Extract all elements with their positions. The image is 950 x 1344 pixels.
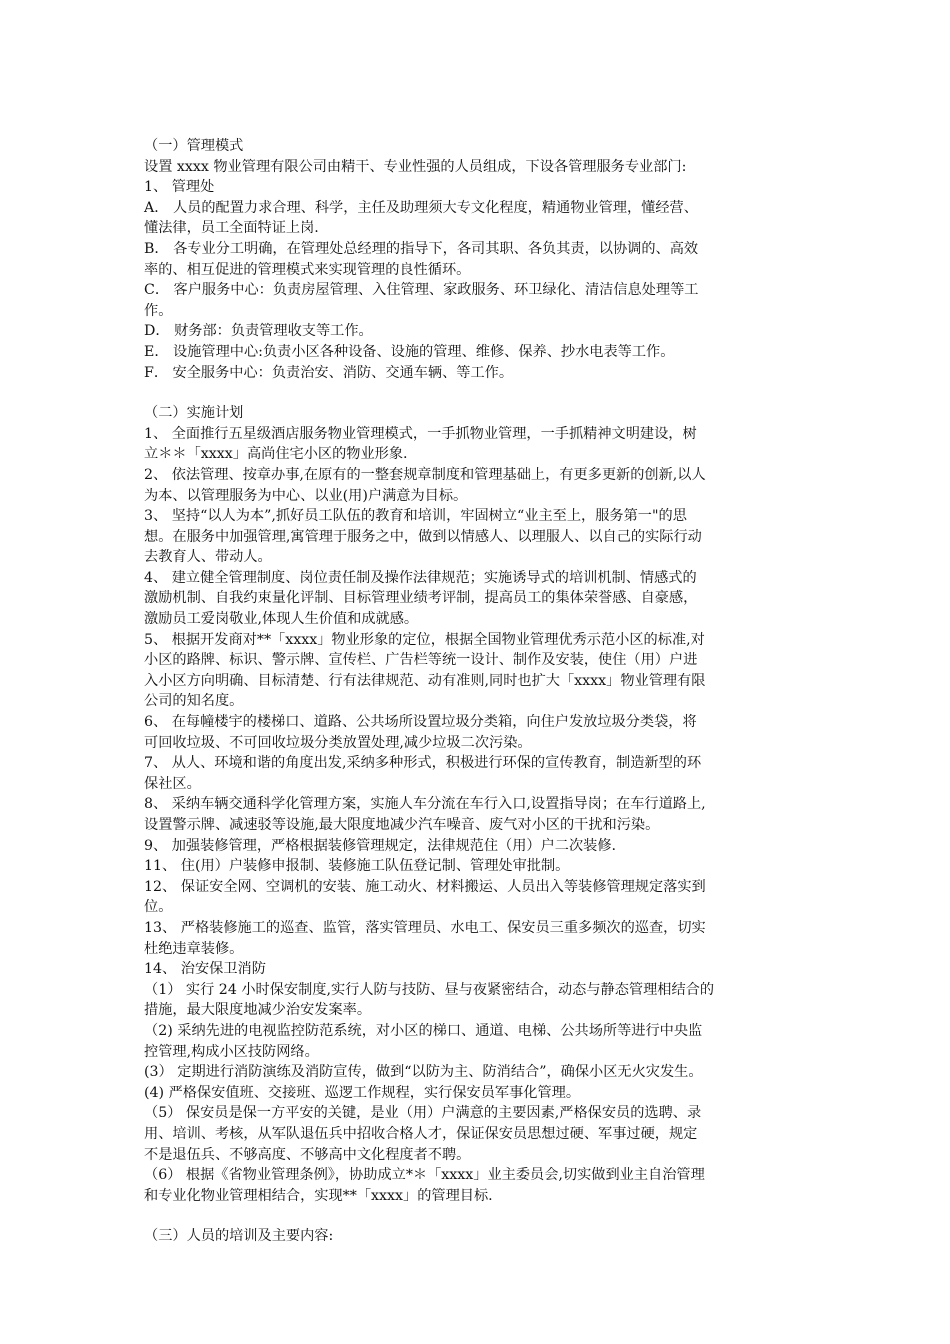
text-line: 不是退伍兵、不够高度、不够高中文化程度者不聘。: [144, 1146, 471, 1163]
text-line: 6、 在每幢楼宇的楼梯口、道路、公共场所设置垃圾分类箱，向住户发放垃圾分类袋，将: [144, 714, 697, 731]
text-line: 1、 管理处: [144, 179, 215, 196]
document-body: [144, 136, 814, 1247]
text-line: 激励机制、自我约束量化评制、目标管理业绩考评制，提高员工的集体荣誉感、自豪感，: [144, 590, 698, 607]
text-line: （三）人员的培训及主要内容:: [144, 1228, 334, 1245]
text-line: 设置警示牌、减速驳等设施,最大限度地减少汽车噪音、废气对小区的干扰和污染。: [144, 817, 660, 833]
text-line: 可回收垃圾、不可回收垃圾分类放置处理,减少垃圾二次污染。: [144, 734, 532, 751]
text-line: 作。: [144, 302, 173, 319]
text-line: 小区的路牌、标识、警示牌、宣传栏、广告栏等统一设计、制作及安装，使住（用）户进: [144, 652, 698, 669]
text-line: (4) 严格保安值班、交接班、巡逻工作规程，实行保安员军事化管理。: [144, 1084, 581, 1101]
text-line: 12、 保证安全网、空调机的安装、施工动火、材料搬运、人员出入等装修管理规定落实到: [144, 878, 706, 895]
text-line: 为本、以管理服务为中心、以业(用)户满意为目标。: [144, 487, 468, 504]
text-line: 措施，最大限度地减少治安发案率。: [144, 1002, 372, 1019]
text-line: 控管理,构成小区技防网络。: [144, 1043, 319, 1060]
text-line: 9、 加强装修管理，严格根据装修管理规定，法律规范住（用）户二次装修.: [144, 837, 617, 854]
text-line: C． 客户服务中心：负责房屋管理、入住管理、家政服务、环卫绿化、清洁信息处理等工: [144, 282, 699, 299]
text-line: （1） 实行 24 小时保安制度,实行人防与技防、昼与夜紧密结合，动态与静态管理相结合的: [144, 981, 715, 998]
text-line: （二）实施计划: [144, 405, 244, 422]
text-line: 7、 从人、环境和谐的角度出发,采纳多种形式，积极进行环保的宣传教育，制造新型的环: [144, 755, 702, 772]
text-line: 立＊＊「xxxx」高尚住宅小区的物业形象.: [144, 446, 408, 463]
text-line: 想。在服务中加强管理,寓管理于服务之中，做到以情感人、以理服人、以自己的实际行动: [144, 528, 702, 545]
text-line: (3） 定期进行消防演练及消防宣传，做到“以防为主、防消结合”，确保小区无火灾发生。: [144, 1064, 703, 1081]
text-line: 5、 根据开发商对**「xxxx」物业形象的定位，根据全国物业管理优秀示范小区的标准,对: [144, 631, 705, 648]
text-line: 去教育人、带动人。: [144, 549, 272, 566]
text-line: B． 各专业分工明确，在管理处总经理的指导下，各司其职、各负其责，以协调的、高效: [144, 240, 699, 257]
text-line: 4、 建立健全管理制度、岗位责任制及操作法律规范；实施诱导式的培训机制、情感式的: [144, 569, 697, 586]
text-line: （6） 根据《省物业管理条例》，协助成立*＊「xxxx」业主委员会,切实做到业主自治管理: [144, 1167, 705, 1184]
text-line: E． 设施管理中心:负责小区各种设备、设施的管理、维修、保养、抄水电表等工作。: [144, 343, 675, 360]
text-line: 3、 坚持“以人为本”,抓好员工队伍的教育和培训，牢固树立“业主至上，服务第一"的思: [144, 508, 687, 525]
text-line: （一）管理模式: [144, 138, 244, 154]
text-line: 11、 住(用）户装修申报制、装修施工队伍登记制、管理处审批制。: [144, 858, 570, 875]
text-line: 8、 采纳车辆交通科学化管理方案，实施人车分流在车行入口,设置指导岗；在车行道路上,: [144, 796, 706, 813]
text-line: D． 财务部：负责管理收支等工作。: [144, 323, 373, 340]
text-line: 用、培训、考核，从军队退伍兵中招收合格人才，保证保安员思想过硬、军事过硬，规定: [144, 1125, 698, 1142]
blank-line: [144, 383, 814, 403]
text-line: 公司的知名度。: [144, 693, 244, 710]
text-line: 和专业化物业管理相结合，实现**「xxxx」的管理目标.: [144, 1187, 493, 1204]
text-line: 设置 xxxx 物业管理有限公司由精干、专业性强的人员组成，下设各管理服务专业部门:: [144, 158, 687, 175]
blank-line: [144, 1206, 814, 1226]
text-line: 13、 严格装修施工的巡查、监管，落实管理员、水电工、保安员三重多频次的巡查，切实: [144, 919, 706, 936]
text-line: 2、 依法管理、按章办事,在原有的一整套规章制度和管理基础上，有更多更新的创新,以人: [144, 466, 706, 483]
text-line: 懂法律，员工全面特证上岗.: [144, 220, 319, 237]
text-line: 激励员工爱岗敬业,体现人生价值和成就感。: [144, 611, 419, 628]
text-line: 率的、相互促进的管理模式来实现管理的良性循环。: [144, 261, 471, 278]
text-line: 杜绝违章装修。: [144, 940, 244, 957]
text-line: 14、 治安保卫消防: [144, 961, 266, 978]
text-line: 1、 全面推行五星级酒店服务物业管理模式，一手抓物业管理，一手抓精神文明建设，树: [144, 425, 697, 442]
text-line: 保社区。: [144, 775, 201, 792]
text-line: 位。: [144, 899, 173, 916]
text-line: F． 安全服务中心：负责治安、消防、交通车辆、等工作。: [144, 364, 514, 381]
text-line: 入小区方向明确、目标清楚、行有法律规范、动有准则,同时也扩大「xxxx」物业管理有限: [144, 672, 706, 689]
text-line: （5） 保安员是保一方平安的关键，是业（用）户满意的主要因素,严格保安员的选聘、录: [144, 1105, 702, 1122]
text-line: （2) 采纳先进的电视监控防范系统，对小区的梯口、通道、电梯、公共场所等进行中央监: [144, 1022, 703, 1039]
text-line: A． 人员的配置力求合理、科学，主任及助理须大专文化程度，精通物业管理，懂经营、: [144, 199, 698, 216]
